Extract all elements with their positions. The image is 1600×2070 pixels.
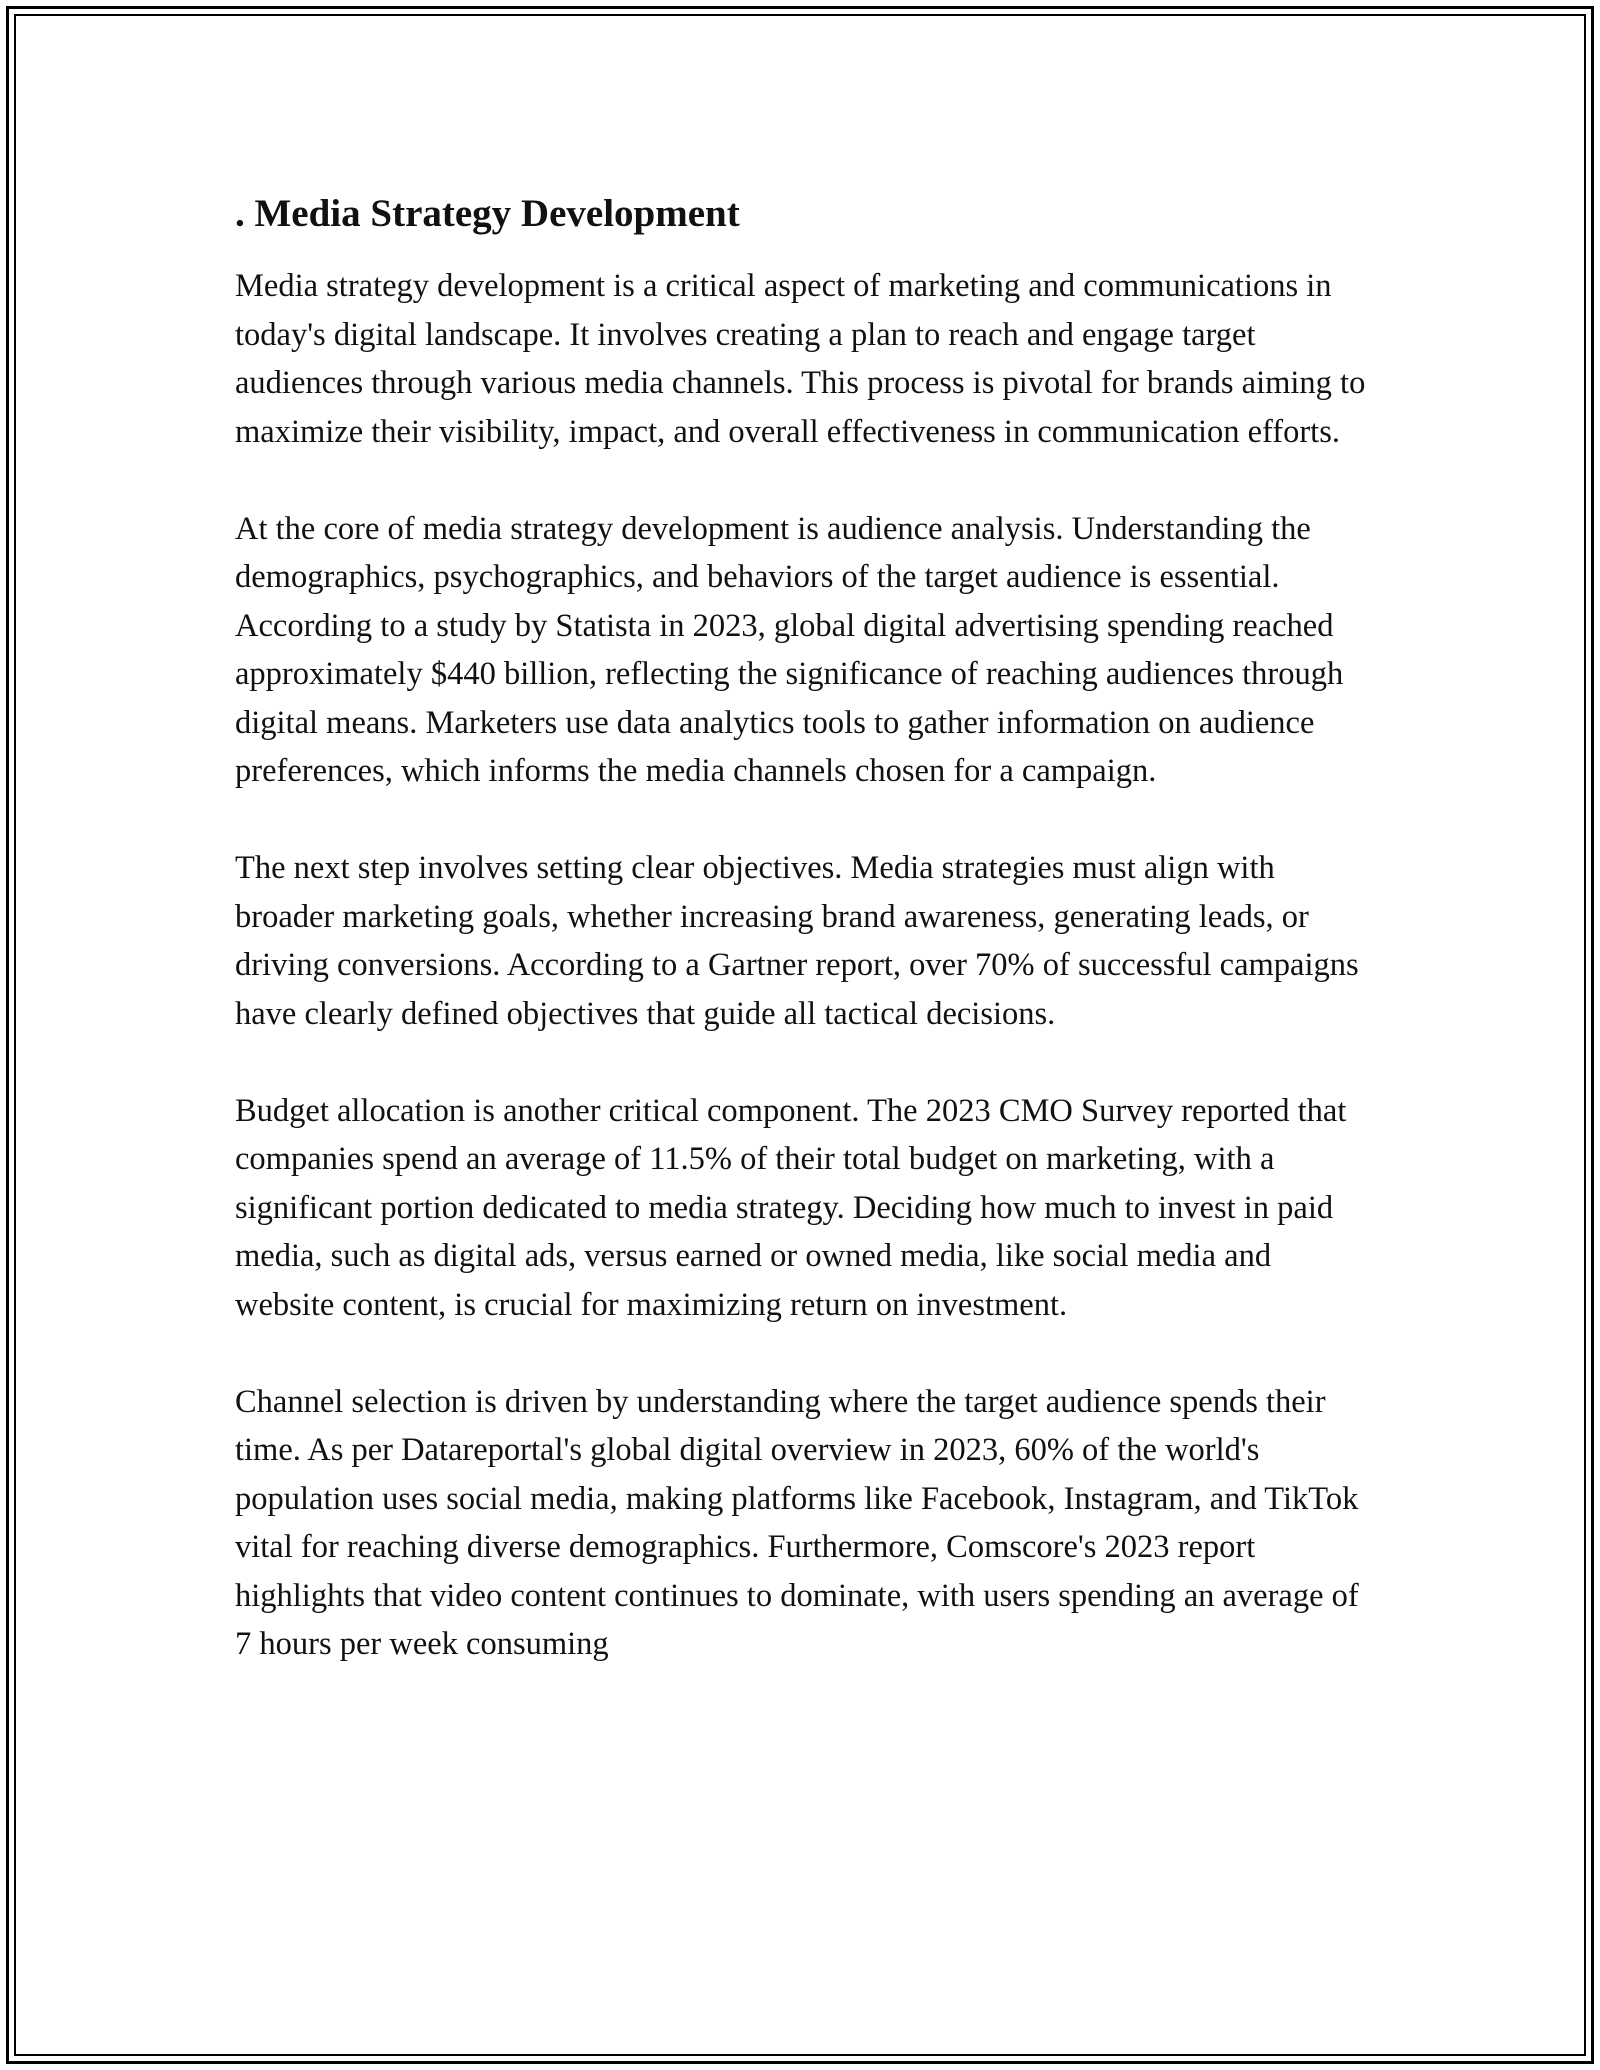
section-heading: . Media Strategy Development (235, 192, 740, 235)
document-body (235, 186, 1375, 1669)
paragraph-media-strategy-intro: Media strategy development is a critical aspect of marketing and communications in today's digital landscape. It involves creating a plan to reach and engage target audiences through various media channels. This process is pivotal for brands aiming to maximize their visibility, impact, and overall effectiveness in communication efforts. (235, 268, 1366, 450)
paragraph-audience-analysis: At the core of media strategy development is audience analysis. Understanding the demographics, psychographics, and behaviors of the target audience is essential. According to a study by Statista in 2023, global digital advertising spending reached approximately $440 billion, reflecting the significance of reaching audiences through digital means. Marketers use data analytics tools to gather information on audience preferences, which informs the media channels chosen for a campaign. (235, 510, 1344, 789)
paragraph-objectives: The next step involves setting clear objectives. Media strategies must align with broader marketing goals, whether increasing brand awareness, generating leads, or driving conversions. According to a Gartner report, over 70% of successful campaigns have clearly defined objectives that guide all tactical decisions. (235, 850, 1359, 1032)
paragraph-channel-selection: Channel selection is driven by understanding where the target audience spends their time. As per Datareportal's global digital overview in 2023, 60% of the world's population uses social media, making platforms like Facebook, Instagram, and TikTok vital for reaching diverse demographics. Furthermore, Comscore's 2023 report highlights that video content continues to dominate, with users spending an average of 7 hours per week consuming (235, 1383, 1359, 1662)
paragraph-budget-allocation: Budget allocation is another critical component. The 2023 CMO Survey reported that companies spend an average of 11.5% of their total budget on marketing, with a significant portion dedicated to media strategy. Deciding how much to invest in paid media, such as digital ads, versus earned or owned media, like social media and website content, is crucial for maximizing return on investment. (235, 1092, 1347, 1323)
